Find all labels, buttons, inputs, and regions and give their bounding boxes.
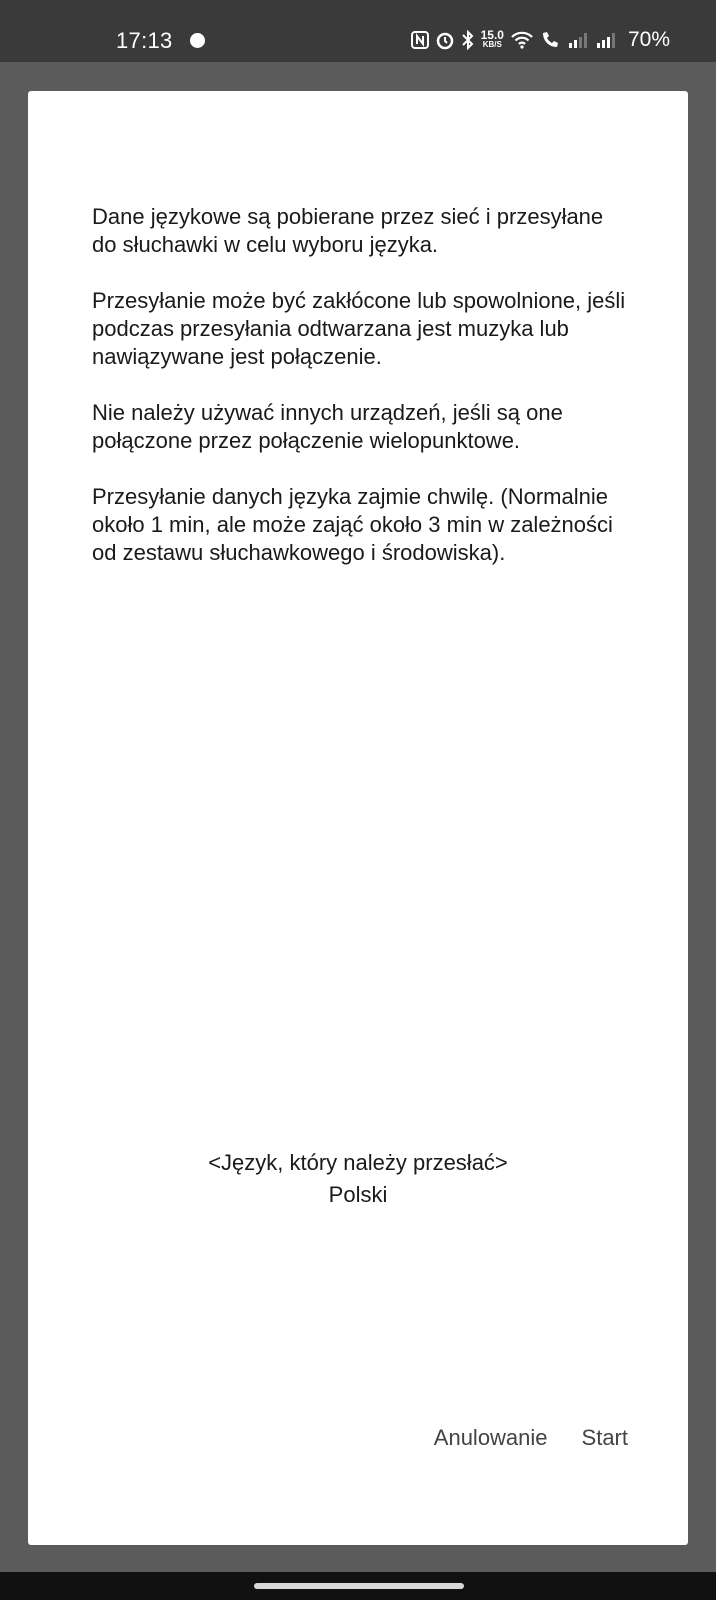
start-button[interactable]: Start [581, 1425, 628, 1450]
network-speed: 15.0 KB/S [480, 28, 504, 49]
status-time: 17:13 [116, 28, 173, 53]
status-bar [0, 0, 716, 62]
navigation-bar [0, 1545, 716, 1600]
cancel-button[interactable]: Anulowanie [433, 1425, 548, 1450]
status-icons [411, 26, 670, 54]
wifi-calling-icon [540, 30, 562, 50]
dialog-actions [434, 1425, 628, 1451]
paragraph-network-info: Dane językowe są pobierane przez sieć i przesyłane do słuchawki w celu wyboru języka. [92, 204, 604, 257]
bluetooth-icon [461, 30, 475, 50]
language-value: Polski [328, 1182, 388, 1207]
language-block [28, 1147, 688, 1211]
chat-notification-icon [190, 33, 205, 48]
signal-icon [596, 31, 618, 49]
wifi-icon [510, 30, 534, 50]
paragraph-interruption-warning: Przesyłanie może być zakłócone lub spowolnione, jeśli podczas przesyłania odtwarzana jest muzyka lub nawiązywane jest połączenie. [92, 288, 626, 369]
signal-icon [568, 31, 590, 49]
battery-level: 70% [627, 28, 670, 51]
paragraph-duration-info: Przesyłanie danych języka zajmie chwilę. (Normalnie około 1 min, ale może zająć około 3 min w zależności od zestawu słuchawkowego i środowiska). [92, 484, 613, 565]
gesture-handle[interactable] [254, 1583, 464, 1589]
alarm-icon [435, 30, 455, 50]
nfc-icon [411, 31, 429, 49]
dialog-message [92, 203, 632, 595]
language-transfer-dialog [28, 91, 688, 1545]
paragraph-multipoint-warning: Nie należy używać innych urządzeń, jeśli są one połączone przez połączenie wielopunktowe. [92, 400, 563, 453]
language-label: <Język, który należy przesłać> [208, 1150, 508, 1175]
